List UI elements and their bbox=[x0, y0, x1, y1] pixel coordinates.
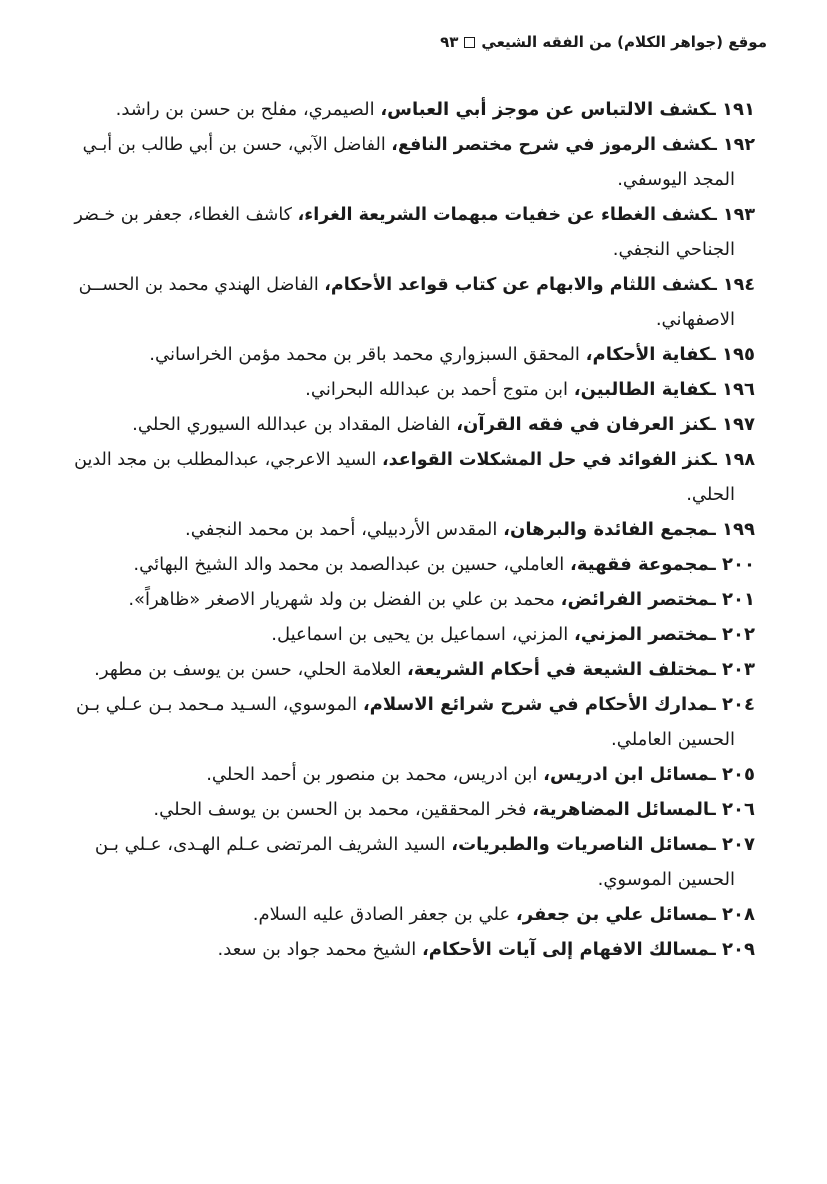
entry-continuation: المجد اليوسفي. bbox=[617, 169, 735, 190]
entry-number: ١٩٧ bbox=[722, 414, 755, 435]
entry-dash: ـ bbox=[710, 275, 723, 295]
entry-continuation: الحلي. bbox=[686, 484, 735, 505]
entry-first-line bbox=[70, 548, 755, 583]
entry-title: مدارك الأحكام في شرح شرائع الاسلام، bbox=[362, 694, 710, 715]
entry-number: ١٩٢ bbox=[722, 135, 755, 155]
entry-title: كفاية الطالبين، bbox=[573, 379, 710, 400]
entry-author: الفاضل الهندي محمد بن الحســن bbox=[78, 275, 319, 295]
entry-author: العاملي، حسين بن عبدالصمد بن محمد والد الشيخ البهائي. bbox=[133, 554, 565, 575]
entry-first-line bbox=[70, 933, 755, 968]
entry-dash: ـ bbox=[709, 764, 723, 785]
entry-dash: ـ bbox=[710, 205, 723, 225]
entry-author: الموسوي، السـيد مـحمد بـن عـلي بـن bbox=[76, 694, 358, 715]
entry-first-line bbox=[70, 758, 755, 793]
list-item bbox=[70, 758, 755, 793]
entry-first-line bbox=[70, 513, 755, 548]
entry-author: السيد الاعرجي، عبدالمطلب بن مجد الدين bbox=[74, 450, 377, 470]
entry-title: مسائل علي بن جعفر، bbox=[515, 904, 710, 925]
header-site-title: موقع (جواهر الكلام) من الفقه الشيعي bbox=[481, 33, 767, 51]
entry-title: مسائل الناصريات والطبريات، bbox=[451, 834, 710, 855]
entry-dash: ـ bbox=[709, 344, 723, 365]
entry-continuation: الحسين العاملي. bbox=[611, 729, 735, 750]
list-item bbox=[70, 618, 755, 653]
list-item bbox=[70, 548, 755, 583]
list-item bbox=[70, 828, 755, 898]
entry-number: ١٩٩ bbox=[722, 519, 755, 540]
entry-title: كنز الفوائد في حل المشكلات القواعد، bbox=[381, 450, 711, 470]
entry-dash: ـ bbox=[709, 519, 723, 540]
entry-title: مجموعة فقهية، bbox=[570, 554, 710, 575]
entry-first-line bbox=[70, 898, 755, 933]
entry-dash: ـ bbox=[709, 799, 723, 820]
list-item bbox=[70, 688, 755, 758]
entry-dash: ـ bbox=[709, 99, 723, 120]
entry-author: العلامة الحلي، حسن بن يوسف بن مطهر. bbox=[94, 659, 402, 680]
entry-title: كشف الرموز في شرح مختصر النافع، bbox=[391, 135, 711, 155]
list-item bbox=[70, 408, 755, 443]
entry-dash: ـ bbox=[709, 939, 723, 960]
entry-author: الصيمري، مفلح بن حسن بن راشد. bbox=[115, 99, 375, 120]
separator-box-icon bbox=[464, 37, 475, 48]
list-item bbox=[70, 373, 755, 408]
list-item bbox=[70, 933, 755, 968]
list-item bbox=[70, 338, 755, 373]
entry-title: مختصر الفرائض، bbox=[560, 589, 710, 610]
entry-author: فخر المحققين، محمد بن الحسن بن يوسف الحلي. bbox=[153, 799, 527, 820]
entry-title: مجمع الفائدة والبرهان، bbox=[503, 519, 710, 540]
entry-number: ٢٠٨ bbox=[722, 904, 755, 925]
entry-number: ٢٠١ bbox=[722, 589, 755, 610]
entry-title: كفاية الأحكام، bbox=[585, 344, 710, 365]
entry-number: ٢٠٣ bbox=[722, 659, 755, 680]
entry-first-line bbox=[70, 338, 755, 373]
entry-dash: ـ bbox=[709, 904, 723, 925]
entry-dash: ـ bbox=[710, 450, 723, 470]
entry-dash: ـ bbox=[709, 554, 723, 575]
entry-title: مختصر المزني، bbox=[574, 624, 710, 645]
bibliography-list bbox=[70, 93, 755, 968]
list-item bbox=[70, 898, 755, 933]
entry-author: محمد بن علي بن الفضل بن ولد شهريار الاصغر «ظاهراً». bbox=[128, 589, 555, 610]
entry-author: كاشف الغطاء، جعفر بن خـضر bbox=[74, 205, 293, 225]
entry-author: المحقق السبزواري محمد باقر بن محمد مؤمن الخراساني. bbox=[149, 344, 580, 365]
entry-title: كشف اللثام والابهام عن كتاب قواعد الأحكام، bbox=[324, 275, 711, 295]
entry-number: ١٩٨ bbox=[722, 450, 755, 470]
entry-first-line bbox=[70, 618, 755, 653]
entry-first-line bbox=[70, 408, 755, 443]
entry-title: مختلف الشيعة في أحكام الشريعة، bbox=[407, 659, 710, 680]
entry-dash: ـ bbox=[709, 589, 723, 610]
entry-author: علي بن جعفر الصادق عليه السلام. bbox=[252, 904, 511, 925]
entry-number: ١٩٦ bbox=[722, 379, 755, 400]
entry-title: مسائل ابن ادريس، bbox=[543, 764, 710, 785]
entry-first-line bbox=[70, 653, 755, 688]
entry-author: المقدس الأردبيلي، أحمد بن محمد النجفي. bbox=[185, 519, 498, 540]
entry-first-line bbox=[70, 443, 755, 478]
entry-author: الشيخ محمد جواد بن سعد. bbox=[217, 939, 417, 960]
entry-number: ١٩٥ bbox=[722, 344, 755, 365]
list-item bbox=[70, 268, 755, 338]
entry-number: ٢٠٩ bbox=[722, 939, 755, 960]
entry-number: ١٩١ bbox=[722, 99, 755, 120]
entry-title: المسائل المضاهرية، bbox=[532, 799, 710, 820]
entry-dash: ـ bbox=[710, 135, 723, 155]
entry-author: ابن ادريس، محمد بن منصور بن أحمد الحلي. bbox=[206, 764, 538, 785]
entry-continuation: الاصفهاني. bbox=[655, 309, 735, 330]
entry-number: ٢٠٠ bbox=[722, 554, 755, 575]
entry-title: كشف الالتباس عن موجز أبي العباس، bbox=[380, 99, 710, 120]
entry-title: مسالك الافهام إلى آيات الأحكام، bbox=[421, 939, 710, 960]
entry-number: ١٩٤ bbox=[722, 275, 755, 295]
entry-author: الفاضل الآبي، حسن بن أبي طالب بن أبـي bbox=[82, 135, 386, 155]
entry-author: السيد الشريف المرتضى عـلم الهـدى، عـلي بـن bbox=[94, 834, 446, 855]
list-item bbox=[70, 198, 755, 268]
entry-first-line bbox=[70, 93, 755, 128]
entry-first-line bbox=[70, 198, 755, 233]
entry-first-line bbox=[70, 373, 755, 408]
entry-continuation: الحسين الموسوي. bbox=[597, 869, 735, 890]
entry-title: كشف الغطاء عن خفيات مبهمات الشريعة الغراء، bbox=[297, 205, 711, 225]
entry-number: ٢٠٧ bbox=[722, 834, 755, 855]
list-item bbox=[70, 128, 755, 198]
list-item bbox=[70, 653, 755, 688]
list-item bbox=[70, 443, 755, 513]
entry-dash: ـ bbox=[709, 659, 723, 680]
running-header bbox=[60, 30, 767, 54]
entry-number: ١٩٣ bbox=[722, 205, 755, 225]
entry-dash: ـ bbox=[709, 379, 723, 400]
list-item bbox=[70, 93, 755, 128]
list-item bbox=[70, 793, 755, 828]
entry-author: المزني، اسماعيل بن يحيى بن اسماعيل. bbox=[271, 624, 569, 645]
entry-title: كنز العرفان في فقه القرآن، bbox=[456, 414, 710, 435]
entry-dash: ـ bbox=[709, 694, 723, 715]
list-item bbox=[70, 583, 755, 618]
entry-continuation: الجناحي النجفي. bbox=[612, 239, 735, 260]
entry-dash: ـ bbox=[709, 624, 723, 645]
entry-author: الفاضل المقداد بن عبدالله السيوري الحلي. bbox=[132, 414, 451, 435]
page-number: ٩٣ bbox=[440, 33, 459, 51]
entry-number: ٢٠٤ bbox=[722, 694, 755, 715]
entry-dash: ـ bbox=[709, 414, 723, 435]
entry-number: ٢٠٢ bbox=[722, 624, 755, 645]
list-item bbox=[70, 513, 755, 548]
entry-first-line bbox=[70, 268, 755, 303]
entry-first-line bbox=[70, 583, 755, 618]
entry-number: ٢٠٥ bbox=[722, 764, 755, 785]
entry-number: ٢٠٦ bbox=[722, 799, 755, 820]
entry-author: ابن متوج أحمد بن عبدالله البحراني. bbox=[305, 379, 569, 400]
entry-first-line bbox=[70, 688, 755, 723]
entry-dash: ـ bbox=[709, 834, 723, 855]
entry-first-line bbox=[70, 793, 755, 828]
entry-first-line bbox=[70, 128, 755, 163]
entry-first-line bbox=[70, 828, 755, 863]
